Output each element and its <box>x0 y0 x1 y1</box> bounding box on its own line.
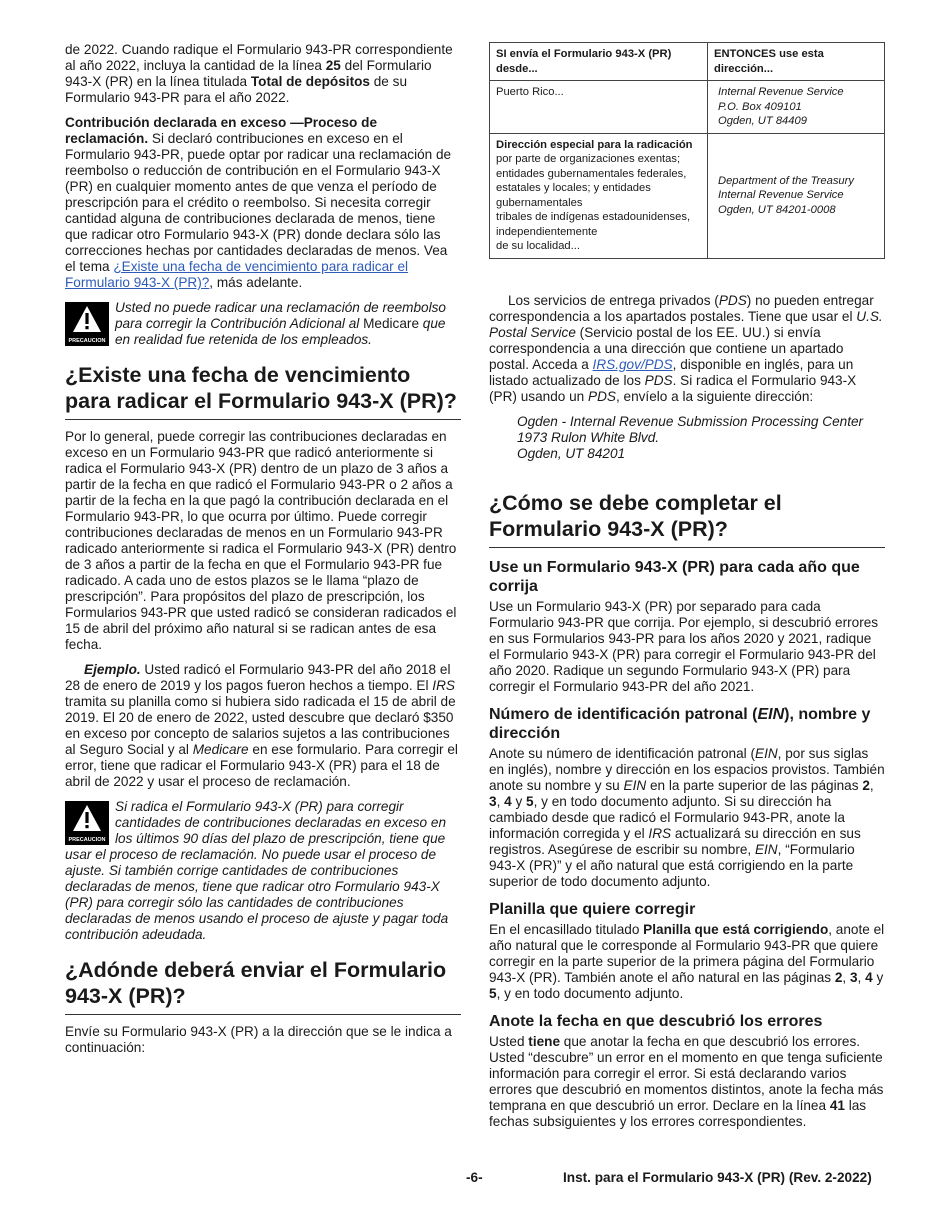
text: Usted no puede radicar una reclamación de reembolso para corregir la Contribución Adicional al <box>115 300 446 331</box>
text: que anotar la fecha en que descubrió los errores. Usted “descubre” un error en el momento en que tenga suficiente información para corregir el error. Si está declarando varios errores que descubrió en momentos distintos, anote la fecha más temprana en que descubrió un error. Declare en la línea <box>489 1033 884 1113</box>
text: , <box>857 969 866 985</box>
text: en ese formulario. Para corregir el error, tiene que radicar el Formulario 943-X (PR) para el 18 de abril de 2022 y usar el proceso de reclamación. <box>65 742 458 789</box>
table-row <box>490 133 885 258</box>
text: de 2022. Cuando radique el Formulario 943-PR correspondiente al año 2022, incluya la cantidad de la línea <box>65 42 453 73</box>
cell-line: por parte de organizaciones exentas; <box>496 153 681 165</box>
caution-label: PRECAUCION <box>68 338 106 344</box>
footer-title: Inst. para el Formulario 943-X (PR) (Rev. 2-2022) <box>563 1170 872 1185</box>
text: de su Formulario 943-PR para el año 2022. <box>65 74 407 105</box>
address-line: Department of the Treasury <box>718 174 854 187</box>
address-line: P.O. Box 409101 <box>718 100 802 113</box>
text: y <box>872 969 884 985</box>
bold-term: tiene <box>528 1033 561 1049</box>
page-number: 3 <box>849 969 858 985</box>
one-form-per-year-paragraph: Use un Formulario 943-X (PR) por separado para cada Formulario 943-PR que corrija. Por ejemplo, si descubrió errores en sus Formularios 943-PR para los años 2020 y 2021, radique el Formulario 943-X (PR) para corregir el Formulario 943-PR del año 2020. Radique un segundo Formulario 943-X (PR) para corregir el Formulario 943-PR del año 2021. <box>489 598 879 694</box>
mailing-address-table <box>489 42 885 259</box>
address-line: Internal Revenue Service <box>718 189 844 202</box>
run-in-heading: Contribución declarada en exceso —Proceso de reclamación. <box>65 115 377 146</box>
how-to-complete-heading: ¿Cómo se debe completar el Formulario 943-X (PR)? <box>489 490 885 548</box>
text: tramita su planilla como si hubiera sido radicada el 15 de abril de 2019. El 20 de enero de 2022, usted descubre que declaró $350 en exceso por concepto de salarios sujetos a las contribuciones al Seguro Social y al <box>65 694 456 757</box>
page-number: 5 <box>526 793 534 809</box>
table-cell-from <box>490 133 708 258</box>
caution-icon <box>65 302 109 346</box>
address-line: Ogden, UT 84201 <box>517 445 626 461</box>
ein-paragraph <box>489 746 885 890</box>
text: Número de identificación patronal ( <box>489 705 758 723</box>
text: PDS <box>718 292 747 308</box>
bold-term: Planilla que está corrigiendo <box>643 921 829 937</box>
text: EIN <box>755 745 778 761</box>
table-header-from: SI envía el Formulario 943-X (PR) desde... <box>490 43 708 81</box>
ein-heading <box>489 705 885 743</box>
address-line: Ogden, UT 84201-0008 <box>718 203 836 216</box>
cell-line: entidades gubernamentales federales, <box>496 167 687 180</box>
text: , <box>842 969 850 985</box>
one-form-per-year-heading: Use un Formulario 943-X (PR) para cada año que corrija <box>489 558 860 595</box>
table-cell-address <box>708 81 885 134</box>
discovery-date-heading: Anote la fecha en que descubrió los errores <box>489 1012 823 1030</box>
send-paragraph: Envíe su Formulario 943-X (PR) a la dirección que se le indica a continuación: <box>65 1024 452 1055</box>
text: EIN <box>754 841 778 857</box>
left-column <box>65 42 461 1065</box>
line-number: 41 <box>829 1097 845 1113</box>
address-line: Ogden - Internal Revenue Submission Processing Center <box>517 413 864 429</box>
cell-line: de su localidad... <box>496 240 580 252</box>
return-to-correct-paragraph <box>489 922 885 1002</box>
cell-line: tribales de indígenas estadounidenses, <box>496 211 691 223</box>
due-date-topic-link[interactable]: ¿Existe una fecha de vencimiento para radicar el Formulario 943-X (PR)? <box>65 259 409 290</box>
warning-triangle-icon <box>72 804 102 832</box>
text: ), nombre y dirección <box>489 705 871 742</box>
text: Usted <box>489 1033 529 1049</box>
text: (Servicio postal de los EE. UU.) si envía correspondencia a una dirección que contiene un apartado postal. Acceda a <box>489 324 844 372</box>
page-number: 4 <box>504 793 512 809</box>
text: , por sus siglas en inglés), nombre y dirección en los espacios provistos. También anote su nombre y su <box>489 745 885 793</box>
right-column <box>489 42 885 1139</box>
text: PDS <box>588 388 616 404</box>
discovery-date-paragraph <box>489 1034 885 1130</box>
pds-paragraph <box>489 293 885 405</box>
where-to-send-heading: ¿Adónde deberá enviar el Formulario 943-X (PR)? <box>65 957 461 1015</box>
text: PDS <box>644 372 673 388</box>
cell-bold-text: Dirección especial para la radicación <box>496 138 693 151</box>
table-cell-address <box>708 133 885 258</box>
cell-line: estatales y locales; y entidades <box>496 182 651 194</box>
text: , anote el año natural que le corresponde al Formulario 943-PR que quiere corregir en la parte superior de la primera página del Formulario 943-X (PR). También anote el año natural en las páginas <box>489 921 885 985</box>
pds-address-block <box>517 414 885 462</box>
text: ) no pueden entregar correspondencia a los apartados postales. Tiene que usar el <box>489 292 874 324</box>
cell-line: gubernamentales <box>496 196 583 209</box>
irs-pds-link[interactable]: IRS.gov/PDS <box>592 356 673 372</box>
bold-term: Total de depósitos <box>250 74 370 89</box>
text: y <box>511 793 527 809</box>
text: En el encasillado titulado <box>489 921 644 937</box>
text: en la parte superior de las páginas <box>646 777 863 793</box>
example-paragraph <box>65 662 461 790</box>
intro-paragraph <box>65 42 461 106</box>
text: , <box>869 777 874 793</box>
text: , <box>496 793 505 809</box>
table-row <box>490 81 885 134</box>
text: EIN <box>757 705 785 723</box>
text: , envíelo a la siguiente dirección: <box>615 388 814 404</box>
table-header-row <box>490 43 885 81</box>
text: . Si radica el Formulario 943-X (PR) usando un <box>489 372 857 404</box>
text: , más adelante. <box>209 275 303 290</box>
table-cell-from: Puerto Rico... <box>490 81 708 134</box>
text: , “Formulario 943-X (PR)” y el año natural que está corrigiendo en la parte superior de todo documento adjunto. <box>489 841 855 889</box>
text: que en realidad fue retenida de los empleados. <box>115 316 446 347</box>
caution-label: PRECAUCION <box>68 837 106 843</box>
page-number: 4 <box>865 969 873 985</box>
address-line: 1973 Rulon White Blvd. <box>517 429 660 445</box>
caution-note-1 <box>65 300 461 348</box>
warning-triangle-icon <box>72 305 102 333</box>
table-header-address: ENTONCES use esta dirección... <box>708 43 885 81</box>
text: Si declaró contribuciones en exceso en el Formulario 943-PR, puede optar por radicar una reclamación de reembolso o reducción de contribución en el Formulario 943-X (PR) en cualquier momento antes de que venza el período de prescripción para el crédito o reembolso. Si necesita corregir cantidad alguna de contribuciones declarada de menos, tiene que radicar otro Formulario 943-X (PR) donde declara sólo las correcciones hechas por cantidades declaradas de menos. Vea el tema <box>65 131 452 274</box>
text: del Formulario 943-X (PR) en la línea titulada <box>65 58 432 89</box>
line-number: 25 <box>325 58 341 73</box>
text: Anote su número de identificación patronal ( <box>489 745 755 761</box>
page-number: 5 <box>489 985 497 1001</box>
text: , y en todo documento adjunto. Si su dirección ha cambiado desde que radicó el Formulario 943-PR, anote la información corregida y el <box>489 793 845 841</box>
address-line: Internal Revenue Service <box>718 86 844 98</box>
contribution-claim-paragraph <box>65 115 461 291</box>
address-line: Ogden, UT 84409 <box>718 115 807 127</box>
cell-line: independientemente <box>496 225 598 238</box>
page-number: 2 <box>862 777 870 793</box>
text: Si radica el Formulario 943-X (PR) para corregir cantidades de contribuciones declaradas en exceso en los últimos 90 días del plazo de prescripción, tiene que usar el proceso de reclamación. No puede usar el proceso de ajuste. Si también corrige cantidades de contribuciones declaradas de menos, tiene que radicar otro Formulario 943-X (PR) para corregir sólo las cantidades de contribuciones declaradas de menos usando el proceso de ajuste y pagar toda contribución adeudada. <box>65 799 449 942</box>
text: Usted radicó el Formulario 943-PR del año 2018 el 28 de enero de 2019 y los pagos fueron hechos a tiempo. El <box>65 662 451 693</box>
text: las fechas subsiguientes y los errores correspondientes. <box>489 1097 867 1129</box>
caution-note-2 <box>65 799 461 943</box>
text: IRS <box>648 825 672 841</box>
text: Medicare <box>363 316 420 331</box>
text: , y en todo documento adjunto. <box>496 985 684 1001</box>
general-paragraph: Por lo general, puede corregir las contribuciones declaradas en exceso en un Formulario 943-PR que radicó anteriormente si radica el Formulario 943-X (PR) dentro de un plazo de 3 años a partir de la fecha en que radicó el Formulario 943-PR o 2 años a partir de la fecha en la que pagó la contribución declarada en el Formulario 943-PR, lo que ocurra por último. Puede corregir contribuciones declaradas de menos en un Formulario 943-PR radicado anteriormente si radica el Formulario 943-X (PR) dentro de 3 años a partir de la fecha en que el Formulario 943-PR fue radicado. A cada uno de estos plazos se le llama “plazo de prescripción”. Para propósitos del plazo de prescripción, los Formularios 943-PR que usted radicó se consideran radicados el 15 de abril del próximo año natural si se radican antes de esa fecha. <box>65 429 457 652</box>
text: Los servicios de entrega privados ( <box>508 292 719 308</box>
text: , disponible en inglés, para un listado actualizado de los <box>489 356 854 388</box>
text: IRS <box>432 678 455 693</box>
example-label: Ejemplo. <box>84 662 141 677</box>
page-number: 3 <box>489 793 497 809</box>
caution-icon <box>65 801 109 845</box>
page-number: -6- <box>466 1170 483 1185</box>
due-date-heading: ¿Existe una fecha de vencimiento para radicar el Formulario 943-X (PR)? <box>65 362 461 420</box>
page-number: 2 <box>834 969 843 985</box>
text: U.S. Postal Service <box>489 308 883 340</box>
text: EIN <box>623 777 647 793</box>
return-to-correct-heading: Planilla que quiere corregir <box>489 900 696 918</box>
text: Medicare <box>192 742 249 757</box>
text: actualizará su dirección en sus registros. Asegúrese de escribir su nombre, <box>489 825 861 857</box>
